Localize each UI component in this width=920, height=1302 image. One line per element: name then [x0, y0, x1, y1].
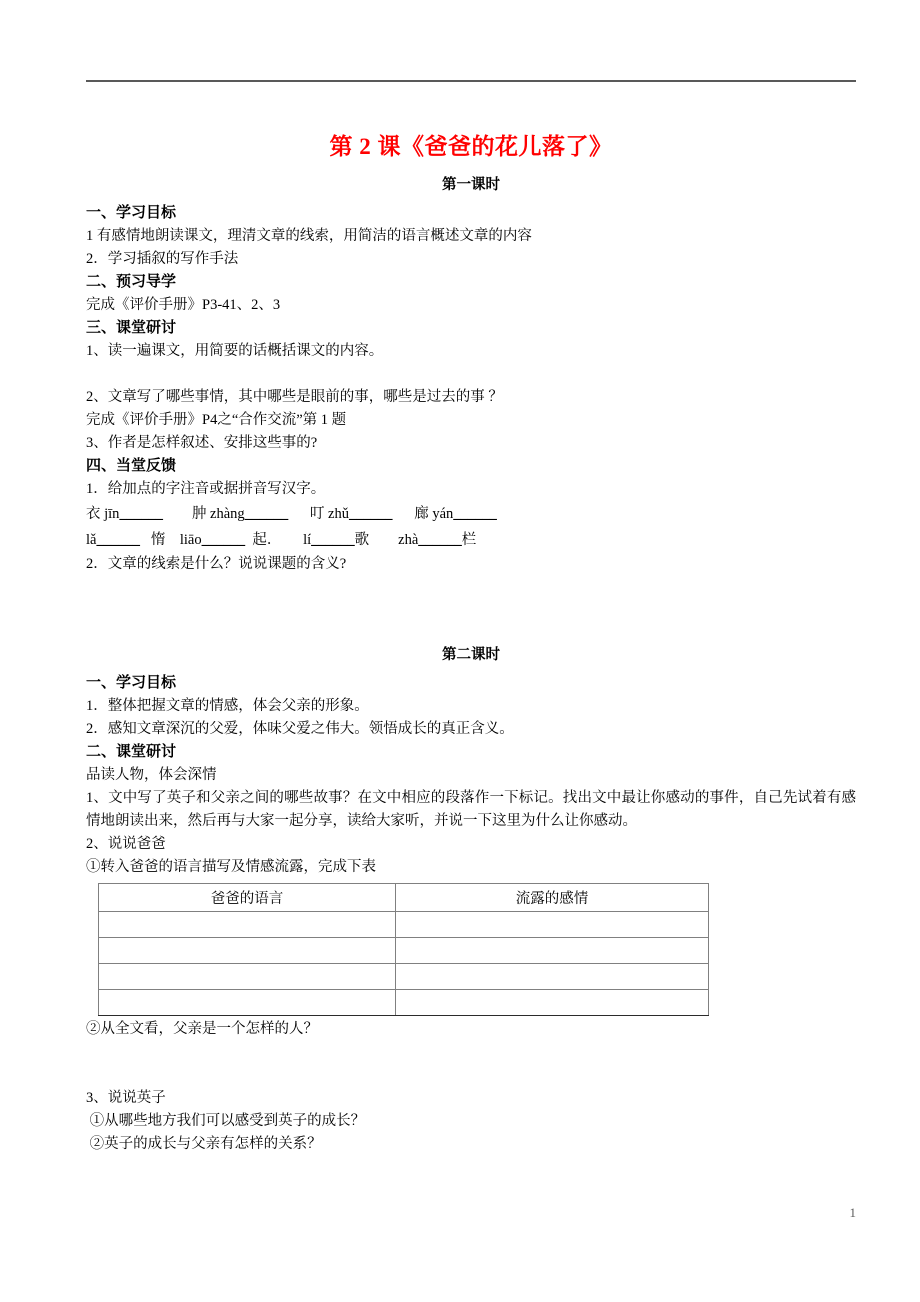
- discussion-question-3a: ①从哪些地方我们可以感受到英子的成长？: [86, 1113, 366, 1129]
- answer-blank[interactable]: ______: [418, 532, 462, 548]
- table-cell[interactable]: [396, 964, 709, 990]
- table-cell[interactable]: [396, 938, 709, 964]
- pinyin-row-1: [86, 501, 856, 527]
- table-row: [99, 964, 709, 990]
- section-heading-objectives-2: 一、学习目标: [86, 675, 177, 691]
- objective-line: 2．学习插叙的写作手法: [86, 251, 239, 267]
- pinyin-item: lí: [303, 532, 312, 548]
- pinyin-item: 叮 zhǔ: [309, 506, 349, 522]
- document-content: [86, 132, 856, 1156]
- objective-line: 2．感知文章深沉的父爱，体味父爱之伟大。领悟成长的真正含义。: [86, 721, 514, 737]
- answer-blank[interactable]: ______: [244, 506, 289, 522]
- pinyin-item: lǎ: [86, 532, 97, 548]
- table-header-cell: 流露的感情: [396, 884, 709, 912]
- spacer: [86, 363, 856, 386]
- discussion-question-2: 2、文章写了哪些事情，其中哪些是眼前的事，哪些是过去的事 ？: [86, 389, 503, 405]
- discussion-question-3b: ②英子的成长与父亲有怎样的关系？: [86, 1136, 322, 1152]
- answer-blank[interactable]: ______: [201, 532, 246, 548]
- pinyin-item: zhà: [398, 532, 419, 548]
- discussion-question-1: 1、文中写了英子和父亲之间的哪些故事？在文中相应的段落作一下标记。找出文中最让你感动的事件，自己先试着有感情地朗读出来，然后再与大家一起分享，读给大家听，并说一下这里为什么让你感动。: [86, 790, 856, 829]
- table-cell[interactable]: [396, 990, 709, 1016]
- pinyin-suffix: 歌: [354, 532, 370, 548]
- pinyin-row-2: [86, 527, 856, 553]
- discussion-question-1: 1、读一遍课文，用简要的话概括课文的内容。: [86, 343, 384, 359]
- discussion-question-3: 3、说说英子: [86, 1090, 166, 1106]
- discussion-question-3: 3、作者是怎样叙述、安排这些事的?: [86, 435, 318, 451]
- section-heading-preview: 二、预习导学: [86, 274, 177, 290]
- fathers-language-table: [98, 883, 709, 1016]
- discussion-question-2b: ②从全文看，父亲是一个怎样的人？: [86, 1021, 318, 1037]
- discussion-question-2a: ①转入爸爸的语言描写及情感流露，完成下表: [86, 859, 376, 875]
- table-header-cell: 爸爸的语言: [99, 884, 396, 912]
- table-cell[interactable]: [99, 964, 396, 990]
- pinyin-item: 起．: [252, 532, 282, 548]
- preview-line: 完成《评价手册》P3-41、2、3: [86, 297, 281, 313]
- section-heading-discussion-2: 二、课堂研讨: [86, 744, 177, 760]
- discussion-subtitle: 品读人物，体会深情: [86, 767, 217, 783]
- lesson-one-heading: 第一课时: [442, 177, 500, 193]
- table-row: [99, 938, 709, 964]
- discussion-reference: 完成《评价手册》P4之“合作交流”第 1 题: [86, 412, 347, 428]
- table-cell[interactable]: [396, 912, 709, 938]
- objective-line: 1．整体把握文章的情感，体会父亲的形象。: [86, 698, 369, 714]
- answer-blank[interactable]: ______: [453, 506, 497, 522]
- objective-line: 1 有感情地朗读课文，理清文章的线索，用简洁的语言概述文章的内容: [86, 228, 532, 244]
- answer-blank[interactable]: ______: [96, 532, 140, 548]
- answer-blank[interactable]: ______: [349, 506, 393, 522]
- pinyin-item: 衣 jīn: [86, 506, 120, 522]
- pinyin-suffix: 栏: [461, 532, 477, 548]
- table-cell[interactable]: [99, 990, 396, 1016]
- table-cell[interactable]: [99, 938, 396, 964]
- page-number: 1: [849, 1205, 856, 1220]
- pinyin-item: 肿 zhàng: [191, 506, 245, 522]
- page-title: 第 2 课《爸爸的花儿落了》: [329, 134, 613, 159]
- feedback-question-2: 2．文章的线索是什么？说说课题的含义?: [86, 556, 347, 572]
- header-divider: [86, 80, 856, 82]
- table-row: [99, 912, 709, 938]
- feedback-question-1: 1．给加点的字注音或据拼音写汉字。: [86, 481, 326, 497]
- table-header-row: [99, 884, 709, 912]
- section-spacer: [86, 576, 856, 644]
- answer-blank[interactable]: ______: [311, 532, 355, 548]
- lesson-two-heading: 第二课时: [442, 647, 500, 663]
- answer-blank[interactable]: ______: [119, 506, 163, 522]
- pinyin-item: 惰 liāo: [150, 532, 202, 548]
- section-heading-discussion-1: 三、课堂研讨: [86, 320, 177, 336]
- spacer: [86, 1041, 856, 1087]
- table-cell[interactable]: [99, 912, 396, 938]
- discussion-question-2: 2、说说爸爸: [86, 836, 166, 852]
- section-heading-objectives-1: 一、学习目标: [86, 205, 177, 221]
- section-heading-feedback: 四、当堂反馈: [86, 458, 177, 474]
- table-row: [99, 990, 709, 1016]
- pinyin-item: 廊 yán: [414, 506, 454, 522]
